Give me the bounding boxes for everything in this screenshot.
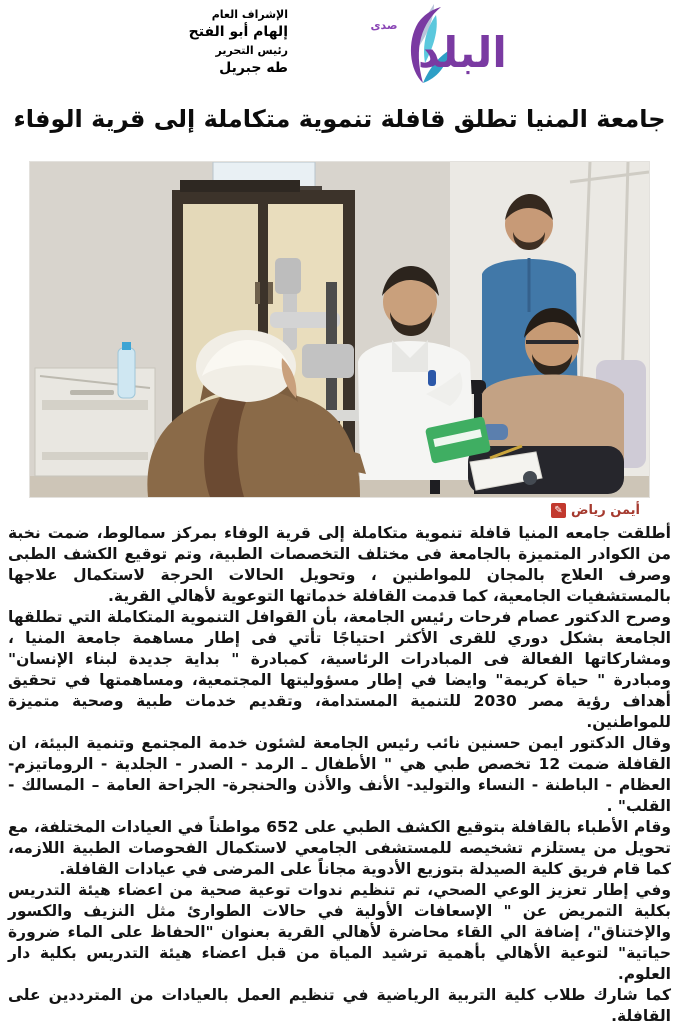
clinic-photo-illustration (30, 162, 649, 497)
paragraph-1: أطلقت جامعه المنيا قافلة تنموية متكاملة إلى قرية الوفاء بمركز سمالوط، ضمت نخبة من الكوادر المتميزة بالجامعة فى مختلف التخصصات الطبية، وتم توقيع الكشف الطبى وصرف العلاج بالمجان للمواطنين ، وتحويل الحالات الحرجة لاستكمال علاجها بالمستشفيات الجامعية، كما قدمت القافلة خدماتها التوعوية لأهالي القرية. (8, 524, 671, 605)
paragraph-6: كما شارك طلاب كلية التربية الرياضية في تنظيم العمل بالعيادات من المترددين على القافلة. (8, 986, 671, 1025)
editor-title: رئيس التحرير (215, 44, 288, 57)
paragraph-4: وقام الأطباء بالقافلة بتوقيع الكشف الطبي على 652 مواطناً في العيادات المختلفة، مع تحويل من يستلزم تشخيصه للمستشفى الجامعي لاستكمال الفحوصات الطبية اللازمه، كما قام فريق كلية الصيدلة بتوزيع الأدوية مجاناً على المرضى في عيادات القافلة. (8, 818, 671, 878)
editor-name: طه جبريل (219, 60, 288, 76)
paragraph-3: وقال الدكتور ايمن حسنين نائب رئيس الجامعة لشئون خدمة المجتمع وتنمية البيئة، ان القافلة ضمت 12 تخصص طبي هي " الأطفال ـ الرمد - الصدر - الجلدية - الروماتيزم- العظام - الباطنة - النساء والتوليد- الأنف والأذن والحنجرة- الجراحة العامة – المسالك - القلب" . (8, 734, 671, 815)
logo-graphic (328, 3, 507, 87)
staff-block (176, 6, 288, 78)
photo-credit-name: أيمن رياض (570, 502, 640, 518)
logo-text: البلد (418, 28, 507, 77)
photo-credit (551, 501, 640, 519)
supervision-title: الإشراف العام (211, 8, 288, 21)
pencil-icon: ✎ (551, 503, 566, 518)
sada-elbalad-logo (328, 3, 507, 87)
supervisor-name: إلهام أبو الفتح (188, 24, 288, 40)
headline: جامعة المنيا تطلق قافلة تنموية متكاملة إلى قرية الوفاء (13, 105, 666, 133)
article-photo (30, 162, 649, 497)
paragraph-5: وفي إطار تعزيز الوعي الصحي، تم تنظيم ندوات توعية صحية من اعضاء هيئة التدريس بكلية التمريض عن " الإسعافات الأولية في حالات الطوارئ مثل النزيف والكسور والإختناق"، إضافة الي القاء محاضرة لأهالي القرية بعنوان "الحفاظ على الماء ضرورة حياتية" لتوعية الأهالي بأهمية ترشيد المياة من قبل اعضاء هيئة التدريس بكلية دار العلوم. (8, 881, 671, 983)
paragraph-2: وصرح الدكتور عصام فرحات رئيس الجامعة، بأن القوافل التنموية المتكاملة التي تطلقها الجامعة بشكل دوري للقرى الأكثر احتياجًا تأتي فى إطار مساهمة جامعة المنيا ، ومشاركاتها الفعالة فى المبادرات الرئاسية، كمبادرة " بداية جديدة لبناء الإنسان" ومبادرة " حياة كريمة" وايضا في إطار مسؤوليتها المجتمعية، ومساهمتها في تحقيق أهداف رؤية مصر 2030 للتنمية المستدامة، وتقديم خدمات طبية وصحية متميزة للمواطنين. (8, 608, 672, 731)
logo-small-text: صدى (370, 19, 398, 32)
article-body (8, 523, 671, 1027)
radiator (35, 368, 155, 476)
